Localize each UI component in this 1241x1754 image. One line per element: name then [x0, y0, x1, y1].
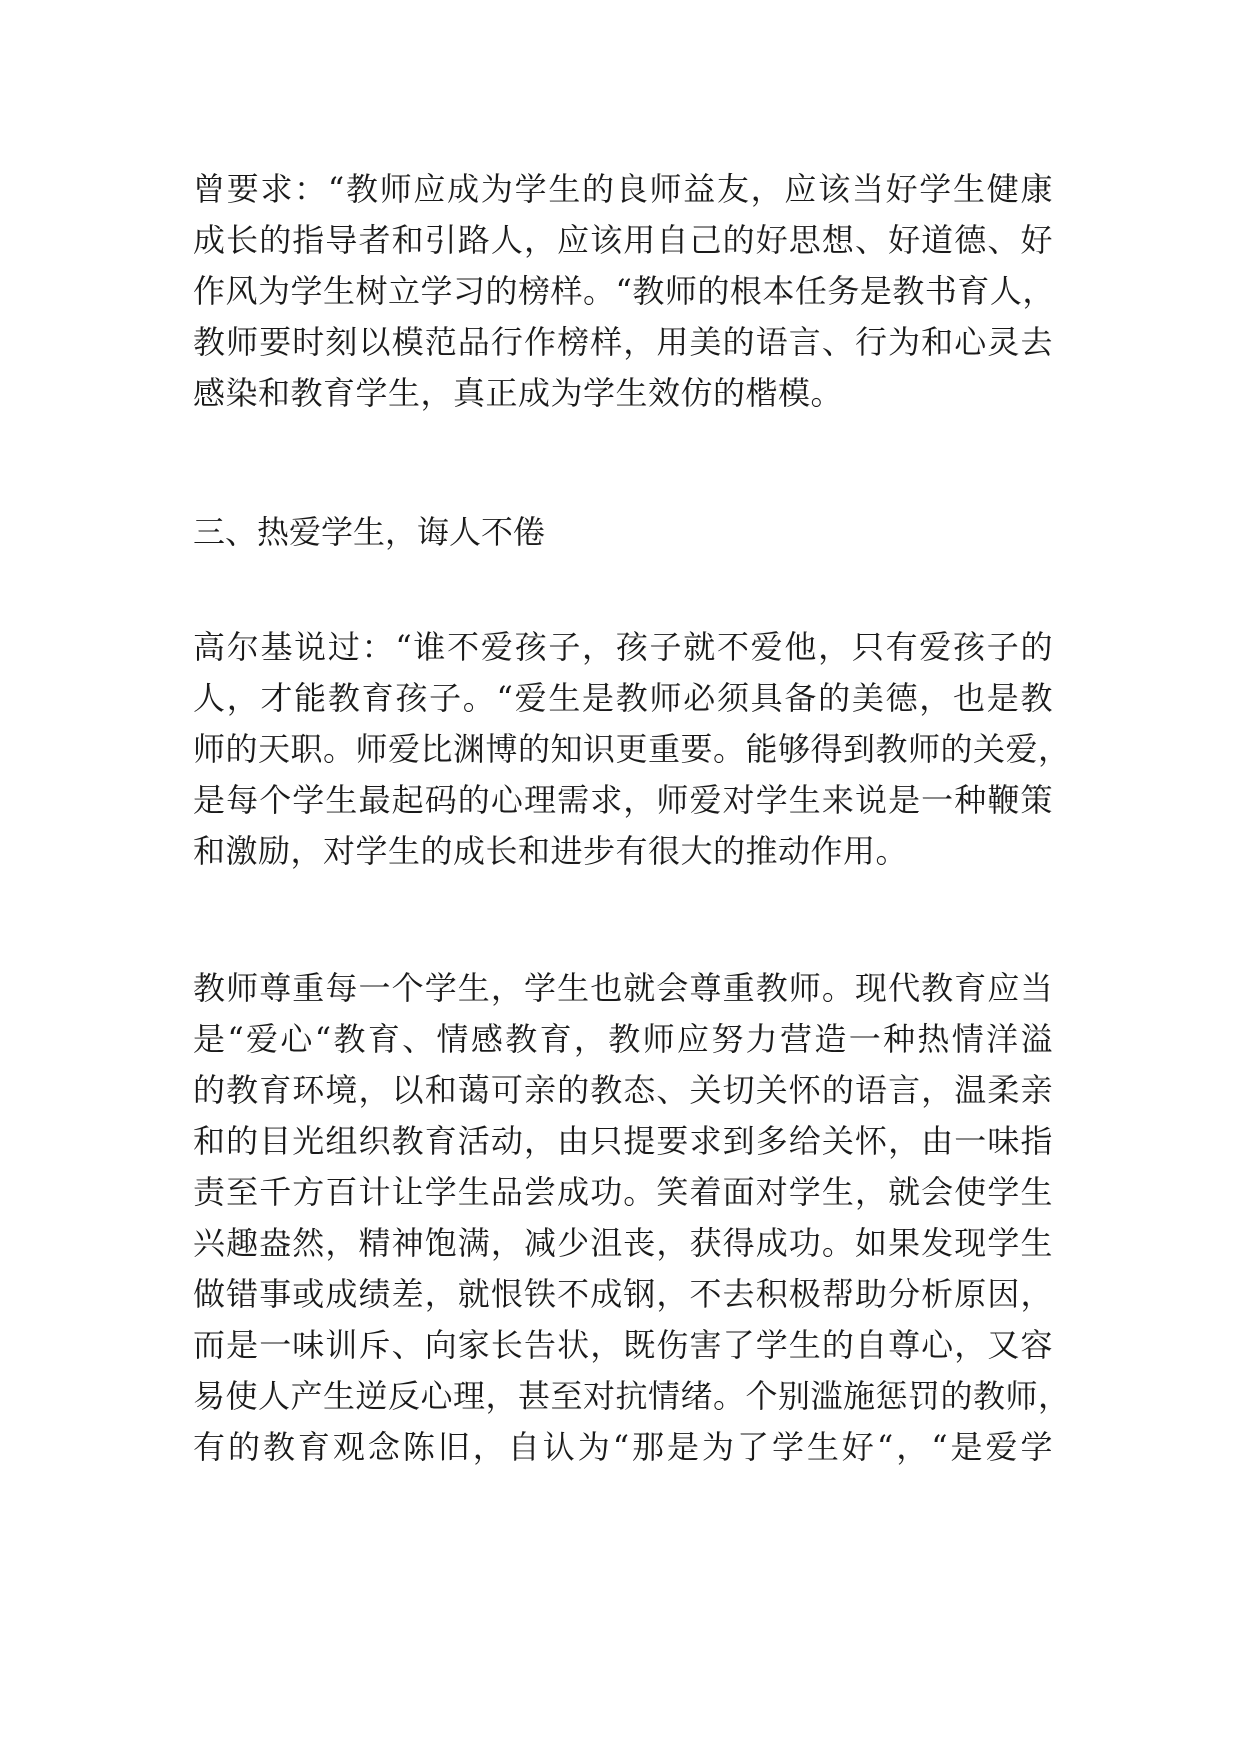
- paragraph-line: 人，才能教育孩子。“爱生是教师必须具备的美德，也是教: [193, 679, 1053, 717]
- paragraph-line: 是“爱心“教育、情感教育，教师应努力营造一种热情洋溢: [193, 1020, 1053, 1058]
- paragraph-1: [193, 164, 1053, 419]
- paragraph-line: 有的教育观念陈旧，自认为“那是为了学生好“，“是爱学: [193, 1428, 1053, 1466]
- paragraph-line: 是每个学生最起码的心理需求，师爱对学生来说是一种鞭策: [193, 781, 1053, 819]
- paragraph-line: 作风为学生树立学习的榜样。“教师的根本任务是教书育人，: [193, 272, 1055, 310]
- paragraph-line: 兴趣盎然，精神饱满，减少沮丧，获得成功。如果发现学生: [193, 1224, 1053, 1262]
- paragraph-line: 做错事或成绩差，就恨铁不成钢，不去积极帮助分析原因，: [193, 1275, 1053, 1313]
- paragraph-line: 感染和教育学生，真正成为学生效仿的楷模。: [193, 374, 844, 412]
- paragraph-2: [193, 622, 1071, 877]
- paragraph-3: [193, 963, 1071, 1473]
- paragraph-line: 和的目光组织教育活动，由只提要求到多给关怀，由一味指: [193, 1122, 1053, 1160]
- paragraph-line: 师的天职。师爱比渊博的知识更重要。能够得到教师的关爱，: [193, 730, 1071, 768]
- paragraph-line: 和激励，对学生的成长和进步有很大的推动作用。: [193, 832, 909, 870]
- section-heading: 三、热爱学生，诲人不倦: [193, 513, 546, 551]
- paragraph-line: 而是一味训斥、向家长告状，既伤害了学生的自尊心，又容: [193, 1326, 1053, 1364]
- paragraph-line: 的教育环境，以和蔼可亲的教态、关切关怀的语言，温柔亲: [193, 1071, 1053, 1109]
- paragraph-line: 责至千方百计让学生品尝成功。笑着面对学生，就会使学生: [193, 1173, 1053, 1211]
- paragraph-line: 成长的指导者和引路人，应该用自己的好思想、好道德、好: [193, 221, 1053, 259]
- paragraph-line: 教师要时刻以模范品行作榜样，用美的语言、行为和心灵去: [193, 323, 1053, 361]
- paragraph-line: 教师尊重每一个学生，学生也就会尊重教师。现代教育应当: [193, 969, 1053, 1007]
- paragraph-line: 易使人产生逆反心理，甚至对抗情绪。个别滥施惩罚的教师，: [193, 1377, 1071, 1415]
- paragraph-line: 高尔基说过：“谁不爱孩子，孩子就不爱他，只有爱孩子的: [193, 628, 1053, 666]
- paragraph-line: 曾要求：“教师应成为学生的良师益友，应该当好学生健康: [193, 170, 1053, 208]
